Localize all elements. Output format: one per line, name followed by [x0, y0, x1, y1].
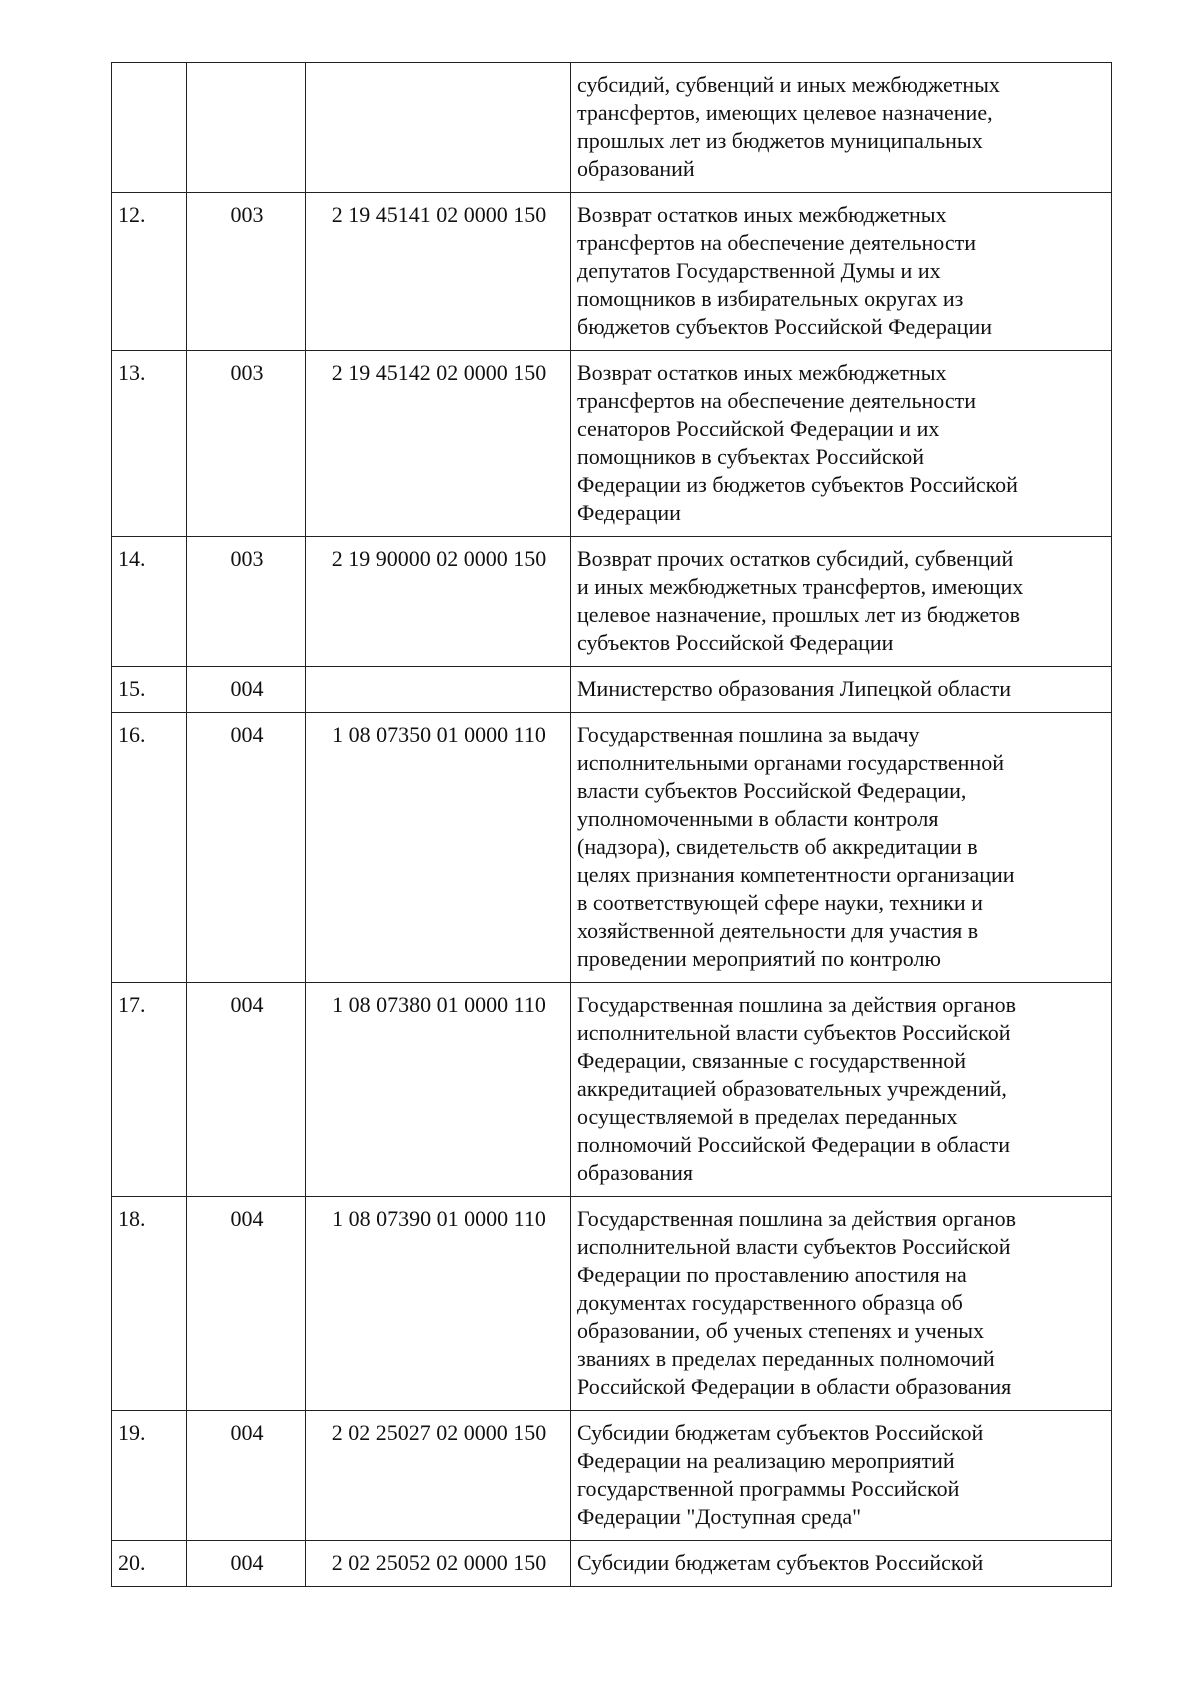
revenue-name-line: Федерации на реализацию мероприятий — [577, 1448, 955, 1473]
table-row — [112, 1541, 1112, 1587]
budget-classification-code-cell: 2 19 90000 02 0000 150 — [306, 537, 571, 667]
admin-code-cell — [187, 63, 306, 193]
revenue-name-cell — [571, 667, 1112, 713]
revenue-name-line: Государственная пошлина за действия органов — [577, 992, 1017, 1017]
revenue-name-line: трансфертов на обеспечение деятельности — [577, 388, 976, 413]
budget-classification-code-cell: 2 02 25027 02 0000 150 — [306, 1411, 571, 1541]
row-number-cell: 18. — [112, 1197, 187, 1411]
budget-classification-code-cell — [306, 63, 571, 193]
revenue-name-line: целях признания компетентности организации — [577, 862, 1015, 887]
revenue-name-cell — [571, 63, 1112, 193]
revenue-name-line: целевое назначение, прошлых лет из бюджетов — [577, 602, 1020, 627]
table-row — [112, 713, 1112, 983]
revenue-name-line: хозяйственной деятельности для участия в — [577, 918, 979, 943]
row-number-cell: 14. — [112, 537, 187, 667]
revenue-name-cell — [571, 1541, 1112, 1587]
revenue-name-cell — [571, 193, 1112, 351]
budget-revenue-table — [111, 62, 1112, 1587]
table-body — [112, 63, 1112, 1587]
admin-code-cell: 004 — [187, 983, 306, 1197]
revenue-name-line: сенаторов Российской Федерации и их — [577, 416, 940, 441]
revenue-name-cell — [571, 1411, 1112, 1541]
row-number-cell: 12. — [112, 193, 187, 351]
revenue-name-line: образовании, об ученых степенях и ученых — [577, 1318, 985, 1343]
row-number-cell: 20. — [112, 1541, 187, 1587]
revenue-name-line: трансфертов, имеющих целевое назначение, — [577, 100, 993, 125]
row-number-cell: 19. — [112, 1411, 187, 1541]
revenue-name-line: документах государственного образца об — [577, 1290, 963, 1315]
revenue-name-cell — [571, 537, 1112, 667]
budget-classification-code-cell: 2 02 25052 02 0000 150 — [306, 1541, 571, 1587]
budget-classification-code-cell: 2 19 45141 02 0000 150 — [306, 193, 571, 351]
revenue-name-line: прошлых лет из бюджетов муниципальных — [577, 128, 983, 153]
row-number-cell: 16. — [112, 713, 187, 983]
revenue-name-line: Федерации, связанные с государственной — [577, 1048, 966, 1073]
admin-code-cell: 003 — [187, 537, 306, 667]
budget-classification-code-cell: 2 19 45142 02 0000 150 — [306, 351, 571, 537]
revenue-name-line: Федерации "Доступная среда" — [577, 1504, 862, 1529]
revenue-name-cell — [571, 351, 1112, 537]
revenue-name-line: Министерство образования Липецкой области — [577, 676, 1012, 701]
revenue-name-line: Государственная пошлина за выдачу — [577, 722, 920, 747]
revenue-name-line: депутатов Государственной Думы и их — [577, 258, 941, 283]
admin-code-cell: 004 — [187, 667, 306, 713]
revenue-name-line: осуществляемой в пределах переданных — [577, 1104, 958, 1129]
table-row — [112, 1197, 1112, 1411]
revenue-name-line: званиях в пределах переданных полномочий — [577, 1346, 995, 1371]
revenue-name-line: Государственная пошлина за действия органов — [577, 1206, 1017, 1231]
revenue-name-line: исполнительной власти субъектов Российской — [577, 1234, 1011, 1259]
revenue-name-line: Субсидии бюджетам субъектов Российской — [577, 1550, 984, 1575]
revenue-name-line: аккредитацией образовательных учреждений, — [577, 1076, 1007, 1101]
revenue-name-line: государственной программы Российской — [577, 1476, 960, 1501]
admin-code-cell: 004 — [187, 1541, 306, 1587]
revenue-name-line: бюджетов субъектов Российской Федерации — [577, 314, 992, 339]
row-number-cell — [112, 63, 187, 193]
admin-code-cell: 004 — [187, 713, 306, 983]
row-number-cell: 15. — [112, 667, 187, 713]
budget-classification-code-cell: 1 08 07390 01 0000 110 — [306, 1197, 571, 1411]
admin-code-cell: 003 — [187, 351, 306, 537]
revenue-name-line: субсидий, субвенций и иных межбюджетных — [577, 72, 1000, 97]
table-row — [112, 193, 1112, 351]
revenue-name-line: полномочий Российской Федерации в области — [577, 1132, 1011, 1157]
table-row — [112, 537, 1112, 667]
revenue-name-line: помощников в избирательных округах из — [577, 286, 964, 311]
revenue-name-cell — [571, 983, 1112, 1197]
revenue-name-line: Возврат прочих остатков субсидий, субвенций — [577, 546, 1014, 571]
revenue-name-line: Российской Федерации в области образования — [577, 1374, 1012, 1399]
revenue-name-cell — [571, 1197, 1112, 1411]
revenue-name-line: исполнительными органами государственной — [577, 750, 1005, 775]
budget-classification-code-cell — [306, 667, 571, 713]
revenue-name-line: Возврат остатков иных межбюджетных — [577, 202, 947, 227]
budget-classification-code-cell: 1 08 07380 01 0000 110 — [306, 983, 571, 1197]
table-row — [112, 63, 1112, 193]
admin-code-cell: 004 — [187, 1411, 306, 1541]
revenue-name-line: Федерации — [577, 500, 681, 525]
revenue-name-line: образования — [577, 1160, 694, 1185]
revenue-name-line: власти субъектов Российской Федерации, — [577, 778, 967, 803]
revenue-name-line: уполномоченными в области контроля — [577, 806, 939, 831]
revenue-name-line: Возврат остатков иных межбюджетных — [577, 360, 947, 385]
admin-code-cell: 003 — [187, 193, 306, 351]
revenue-name-line: субъектов Российской Федерации — [577, 630, 894, 655]
table-row — [112, 983, 1112, 1197]
revenue-name-line: образований — [577, 156, 695, 181]
revenue-name-line: проведении мероприятий по контролю — [577, 946, 941, 971]
revenue-name-line: помощников в субъектах Российской — [577, 444, 925, 469]
row-number-cell: 17. — [112, 983, 187, 1197]
table-row — [112, 1411, 1112, 1541]
revenue-name-line: Федерации по проставлению апостиля на — [577, 1262, 967, 1287]
revenue-name-line: трансфертов на обеспечение деятельности — [577, 230, 976, 255]
revenue-name-line: и иных межбюджетных трансфертов, имеющих — [577, 574, 1024, 599]
table-row — [112, 351, 1112, 537]
revenue-name-line: в соответствующей сфере науки, техники и — [577, 890, 983, 915]
revenue-name-line: (надзора), свидетельств об аккредитации в — [577, 834, 978, 859]
admin-code-cell: 004 — [187, 1197, 306, 1411]
budget-classification-code-cell: 1 08 07350 01 0000 110 — [306, 713, 571, 983]
revenue-name-line: исполнительной власти субъектов Российской — [577, 1020, 1011, 1045]
revenue-name-cell — [571, 713, 1112, 983]
table-row — [112, 667, 1112, 713]
revenue-name-line: Субсидии бюджетам субъектов Российской — [577, 1420, 984, 1445]
revenue-name-line: Федерации из бюджетов субъектов Российской — [577, 472, 1018, 497]
row-number-cell: 13. — [112, 351, 187, 537]
